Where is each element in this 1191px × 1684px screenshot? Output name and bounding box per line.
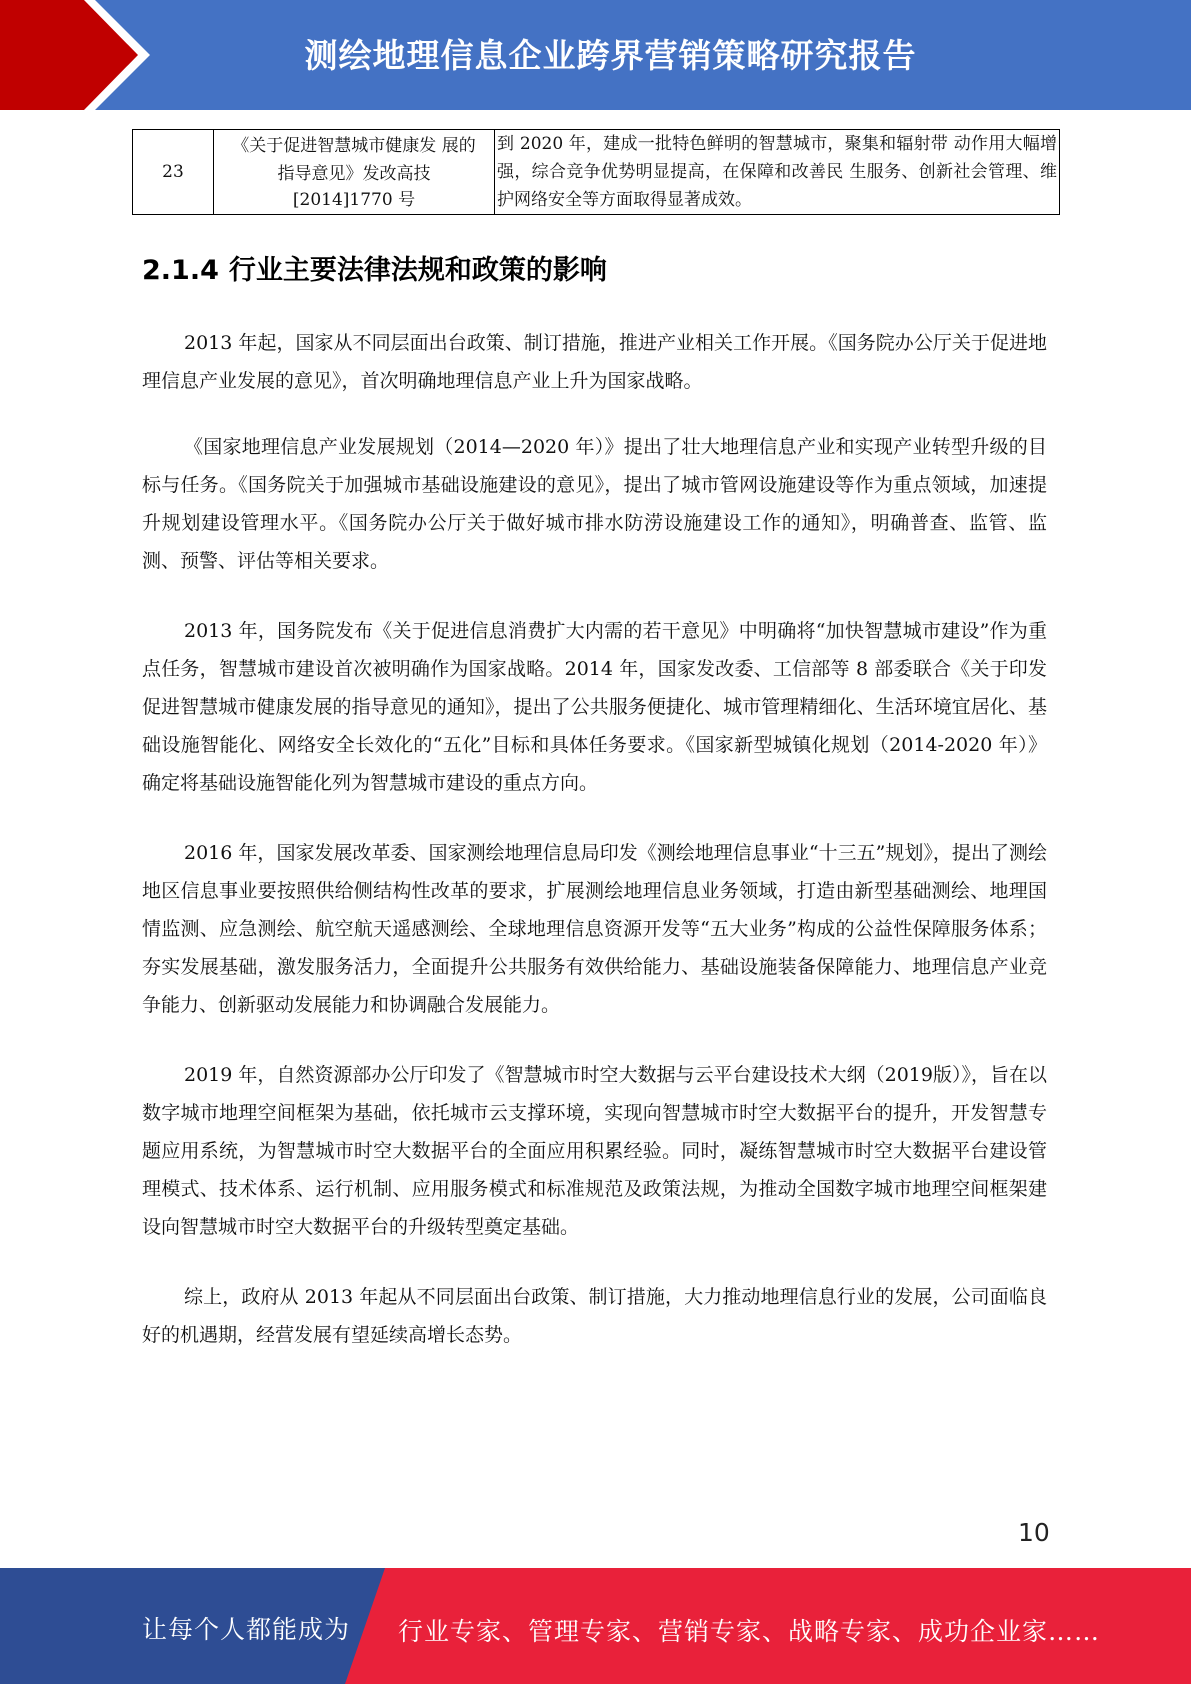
policy-name-line: [2014]1770 号 bbox=[292, 190, 416, 210]
section-number: 2.1.4 bbox=[142, 255, 219, 286]
policy-name-line: 指导意见》发改高技 bbox=[277, 164, 431, 184]
body-paragraph: 综上，政府从 2013 年起从不同层面出台政策、制订措施，大力推动地理信息行业的发展，公司面临良好的机遇期，经营发展有望延续高增长态势。 bbox=[142, 1286, 1047, 1346]
policy-table bbox=[132, 129, 1060, 215]
body-paragraph: 2019 年，自然资源部办公厅印发了《智慧城市时空大数据与云平台建设技术大纲（2019版）》，旨在以数字城市地理空间框架为基础，依托城市云支撑环境，实现向智慧城市时空大数据平台的提升，开发智慧专题应用系统，为智慧城市时空大数据平台的全面应用积累经验。同时，凝练智慧城市时空大数据平台建设管理模式、技术体系、运行机制、应用服务模式和标准规范及政策法规，为推动全国数字城市地理空间框架建设向智慧城市时空大数据平台的升级转型奠定基础。 bbox=[142, 1064, 1047, 1238]
page-footer bbox=[0, 1568, 1191, 1684]
report-title: 测绘地理信息企业跨界营销策略研究报告 bbox=[304, 36, 917, 75]
page-header bbox=[0, 0, 1191, 110]
section-title: 行业主要法律法规和政策的影响 bbox=[228, 255, 607, 286]
body-paragraph: 2013 年起，国家从不同层面出台政策、制订措施，推进产业相关工作开展。《国务院办公厅关于促进地理信息产业发展的意见》，首次明确地理信息产业上升为国家战略。 bbox=[142, 332, 1047, 392]
body-paragraph: 《国家地理信息产业发展规划（2014—2020 年）》提出了壮大地理信息产业和实现产业转型升级的目标与任务。《国务院关于加强城市基础设施建设的意见》，提出了城市管网设施建设等作为重点领域，加速提升规划建设管理水平。《国务院办公厅关于做好城市排水防涝设施建设工作的通知》，明确普查、监管、监测、预警、评估等相关要求。 bbox=[142, 436, 1047, 572]
footer-slogan-left: 让每个人都能成为 bbox=[142, 1615, 351, 1644]
policy-description: 到 2020 年，建成一批特色鲜明的智慧城市，聚集和辐射带 动作用大幅增强，综合竞争优势明显提高，在保障和改善民 生服务、创新社会管理、维护网络安全等方面取得显著成效。 bbox=[495, 130, 1060, 215]
policy-name-line: 《关于促进智慧城市健康发 展的 bbox=[232, 136, 476, 156]
row-number: 23 bbox=[133, 130, 214, 215]
page-number: 10 bbox=[1018, 1518, 1050, 1547]
body-paragraph: 2016 年，国家发展改革委、国家测绘地理信息局印发《测绘地理信息事业“十三五”规划》，提出了测绘地区信息事业要按照供给侧结构性改革的要求，扩展测绘地理信息业务领域，打造由新型基础测绘、地理国情监测、应急测绘、航空航天遥感测绘、全球地理信息资源开发等“五大业务”构成的公益性保障服务体系；夯实发展基础，激发服务活力，全面提升公共服务有效供给能力、基础设施装备保障能力、地理信息产业竞争能力、创新驱动发展能力和协调融合发展能力。 bbox=[142, 842, 1047, 1016]
section-heading bbox=[142, 248, 607, 287]
policy-name-cell bbox=[214, 130, 495, 215]
footer-slogan-right: 行业专家、管理专家、营销专家、战略专家、成功企业家…… bbox=[398, 1617, 1101, 1646]
body-paragraph: 2013 年，国务院发布《关于促进信息消费扩大内需的若干意见》中明确将“加快智慧城市建设”作为重点任务，智慧城市建设首次被明确作为国家战略。2014 年，国家发改委、工信部等 8 部委联合《关于印发促进智慧城市健康发展的指导意见的通知》，提出了公共服务便捷化、城市管理精细化、生活环境宜居化、基础设施智能化、网络安全长效化的“五化”目标和具体任务要求。《国家新型城镇化规划（2014-2020 年）》确定将基础设施智能化列为智慧城市建设的重点方向。 bbox=[142, 620, 1047, 794]
table-row bbox=[133, 130, 1060, 215]
